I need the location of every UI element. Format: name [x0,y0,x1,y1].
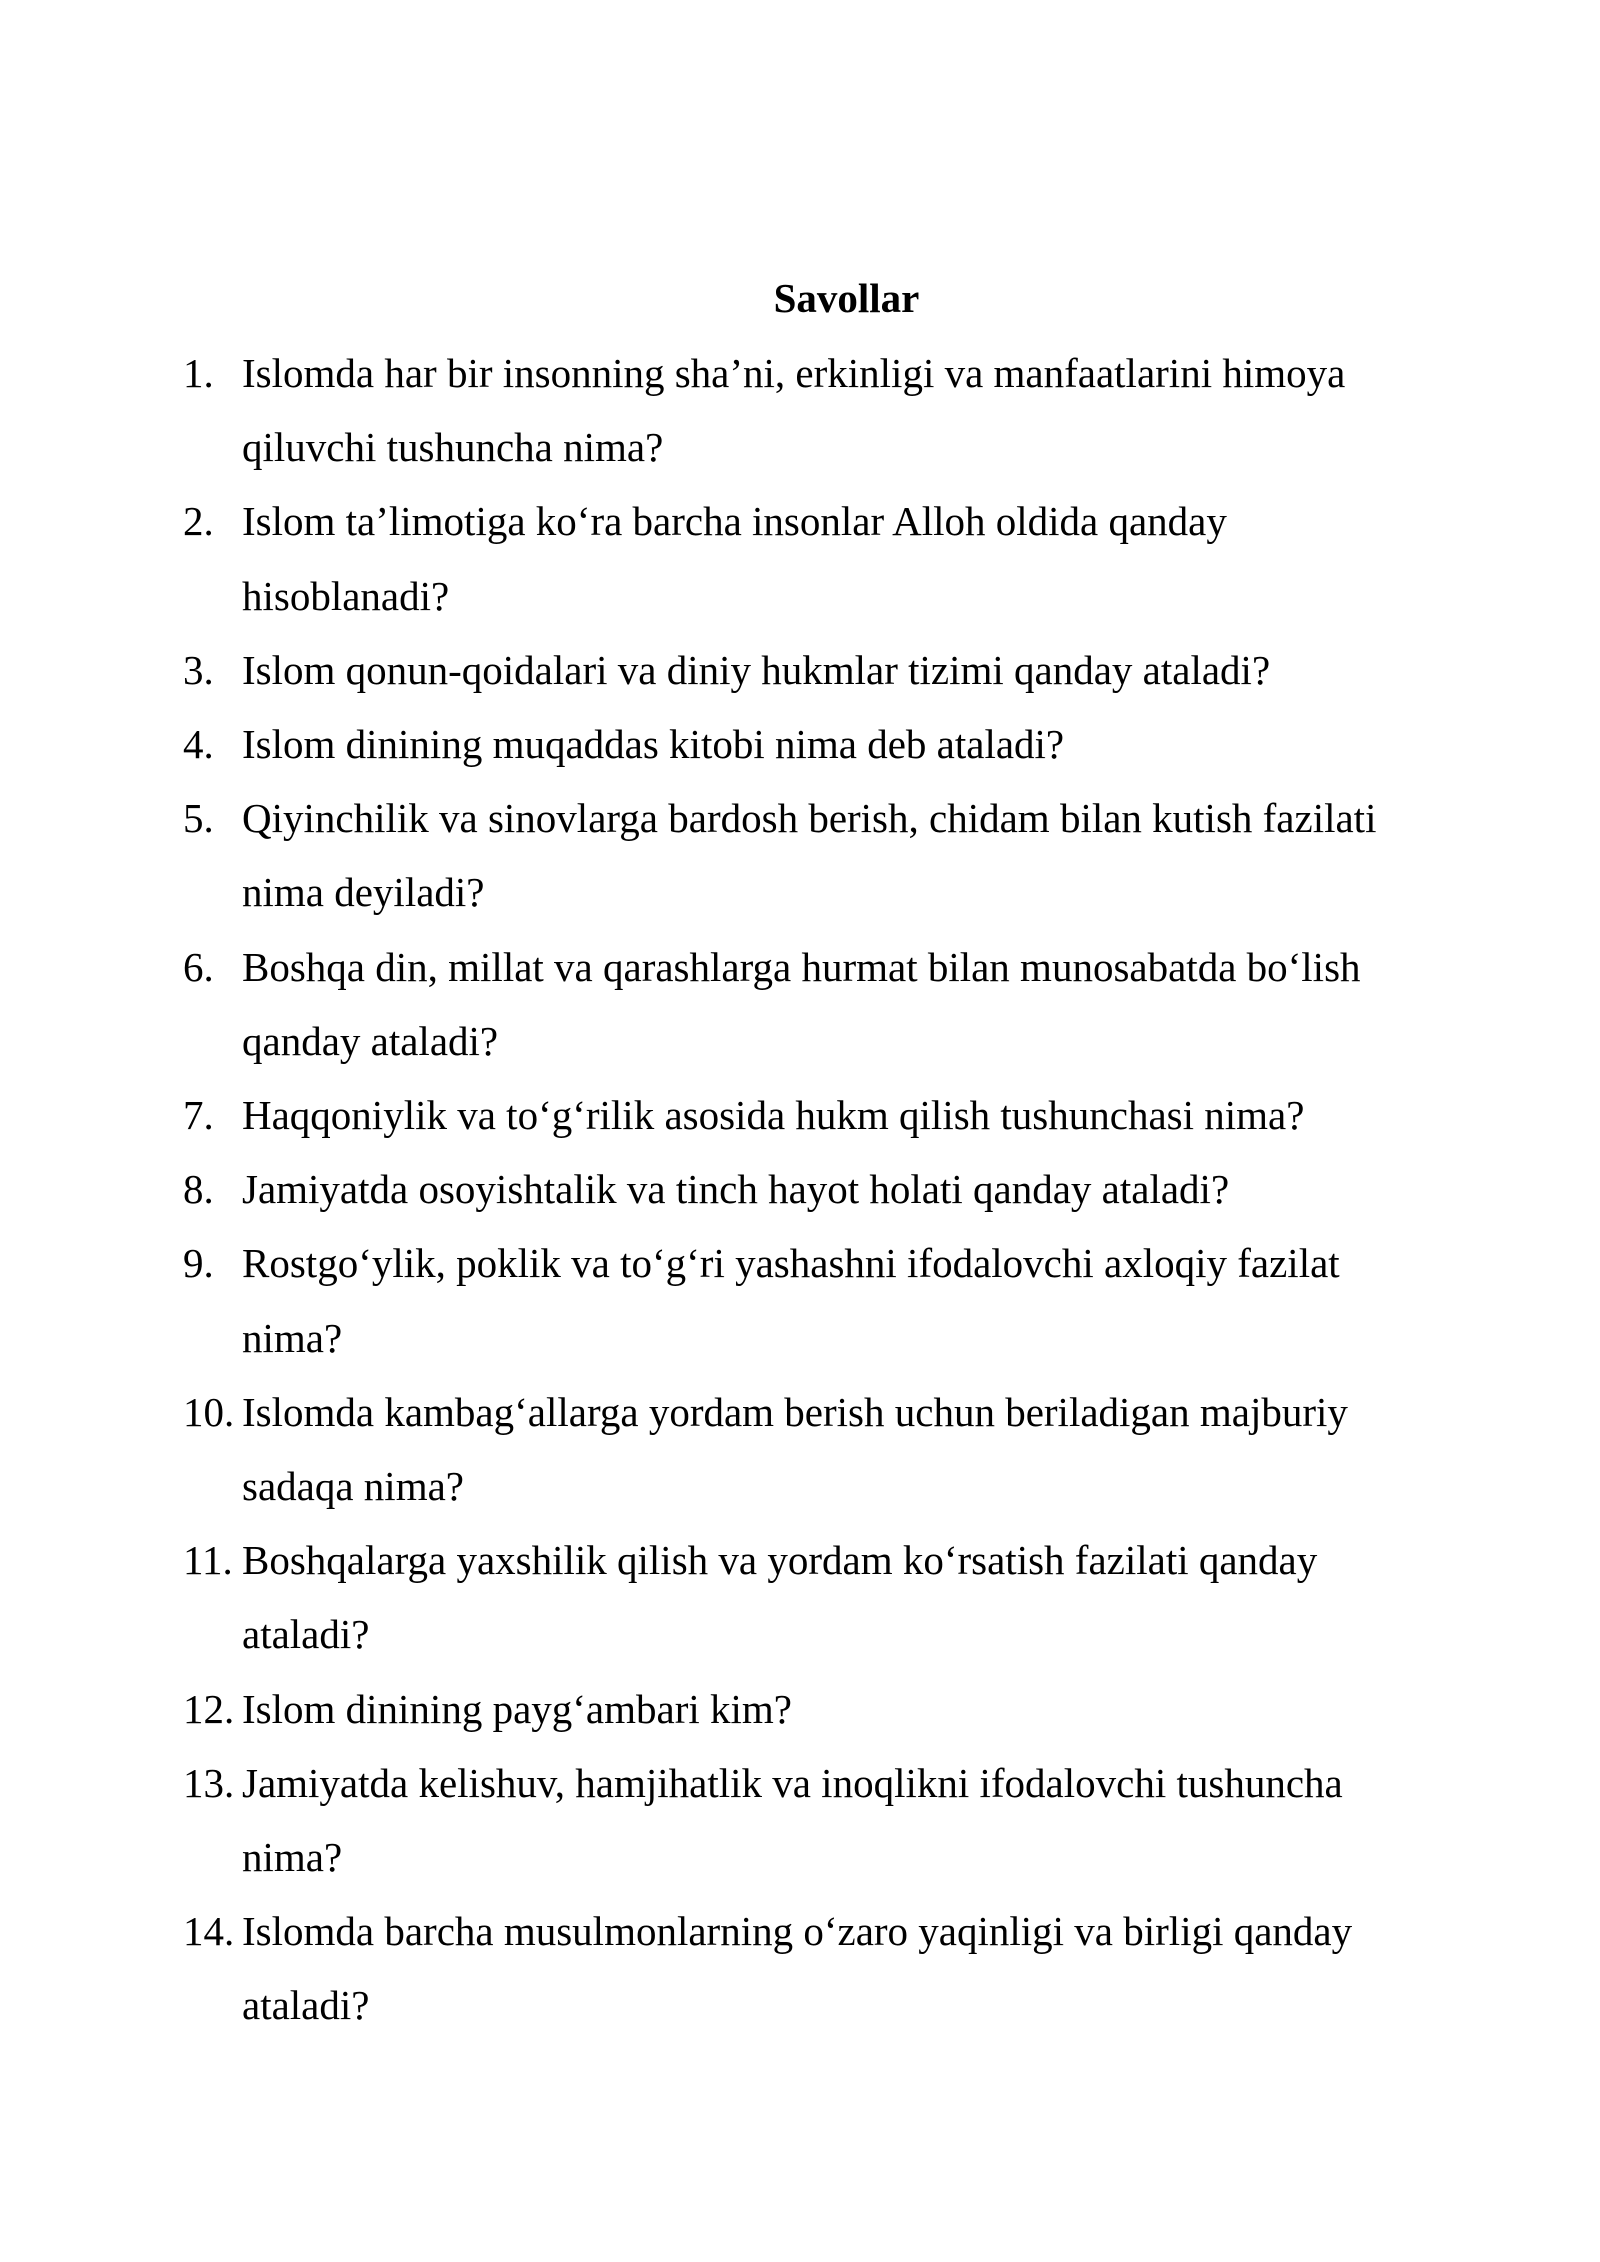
list-item [0,930,1600,1078]
list-item [0,1226,1600,1374]
question-number: 11. [183,1537,233,1584]
list-item [0,1375,1600,1523]
question-line-2: nima deyiladi? [242,869,485,916]
question-line-1: Islom ta’limotiga ko‘ra barcha insonlar Alloh oldida qanday [242,498,1227,545]
question-line-1: Islomda har bir insonning sha’ni, erkinligi va manfaatlarini himoya [242,350,1346,396]
question-number: 5. [183,795,214,842]
question-number: 7. [183,1092,214,1139]
question-line-1: Rostgo‘ylik, poklik va to‘g‘ri yashashni ifodalovchi axloqiy fazilat [242,1240,1340,1287]
question-number: 3. [183,646,214,693]
question-line-2: qiluvchi tushuncha nima? [242,424,664,471]
question-line-2: nima? [242,1314,343,1361]
question-number: 9. [183,1240,214,1287]
question-line-1: Islom dinining payg‘ambari kim? [242,1685,792,1732]
question-line-2: ataladi? [242,1611,370,1658]
question-line-1: Jamiyatda kelishuv, hamjihatlik va inoqlikni ifodalovchi tushuncha [242,1759,1343,1806]
question-line-1: Qiyinchilik va sinovlarga bardosh berish, chidam bilan kutish fazilati [242,795,1377,842]
page-title: Savollar [773,275,920,321]
list-item [0,1894,1600,2042]
question-number: 14. [183,1908,235,1955]
list-item [0,1152,1600,1226]
question-line-1: Boshqalarga yaxshilik qilish va yordam ko‘rsatish fazilati qanday [242,1537,1318,1584]
list-item [0,336,1600,484]
question-number: 12. [183,1685,235,1732]
question-line-2: ataladi? [242,1982,370,2029]
list-item [0,484,1600,632]
list-item [0,633,1600,707]
question-number: 6. [183,943,214,990]
question-number: 8. [183,1166,214,1213]
question-number: 2. [183,498,214,545]
question-line-2: hisoblanadi? [242,572,450,619]
question-number: 1. [183,350,214,396]
list-item [0,1523,1600,1671]
question-line-1: Jamiyatda osoyishtalik va tinch hayot holati qanday ataladi? [242,1166,1230,1213]
question-line-2: nima? [242,1834,343,1881]
question-number: 13. [183,1759,235,1806]
question-line-1: Haqqoniylik va to‘g‘rilik asosida hukm qilish tushunchasi nima? [242,1092,1305,1139]
list-item [0,707,1600,781]
question-line-1: Boshqa din, millat va qarashlarga hurmat bilan munosabatda bo‘lish [242,943,1361,990]
question-line-2: sadaqa nima? [242,1463,464,1510]
question-line-1: Islomda barcha musulmonlarning o‘zaro yaqinligi va birligi qanday [242,1908,1353,1955]
list-item [0,1672,1600,1746]
question-line-2: qanday ataladi? [242,1017,499,1064]
question-line-1: Islom qonun-qoidalari va diniy hukmlar tizimi qanday ataladi? [242,646,1271,693]
list-item [0,1746,1600,1894]
list-item [0,1078,1600,1152]
question-number: 10. [183,1388,235,1435]
question-number: 4. [183,721,214,768]
question-list [0,336,1600,2043]
list-item [0,781,1600,929]
question-line-1: Islom dinining muqaddas kitobi nima deb ataladi? [242,721,1065,768]
question-line-1: Islomda kambag‘allarga yordam berish uchun beriladigan majburiy [242,1388,1348,1435]
